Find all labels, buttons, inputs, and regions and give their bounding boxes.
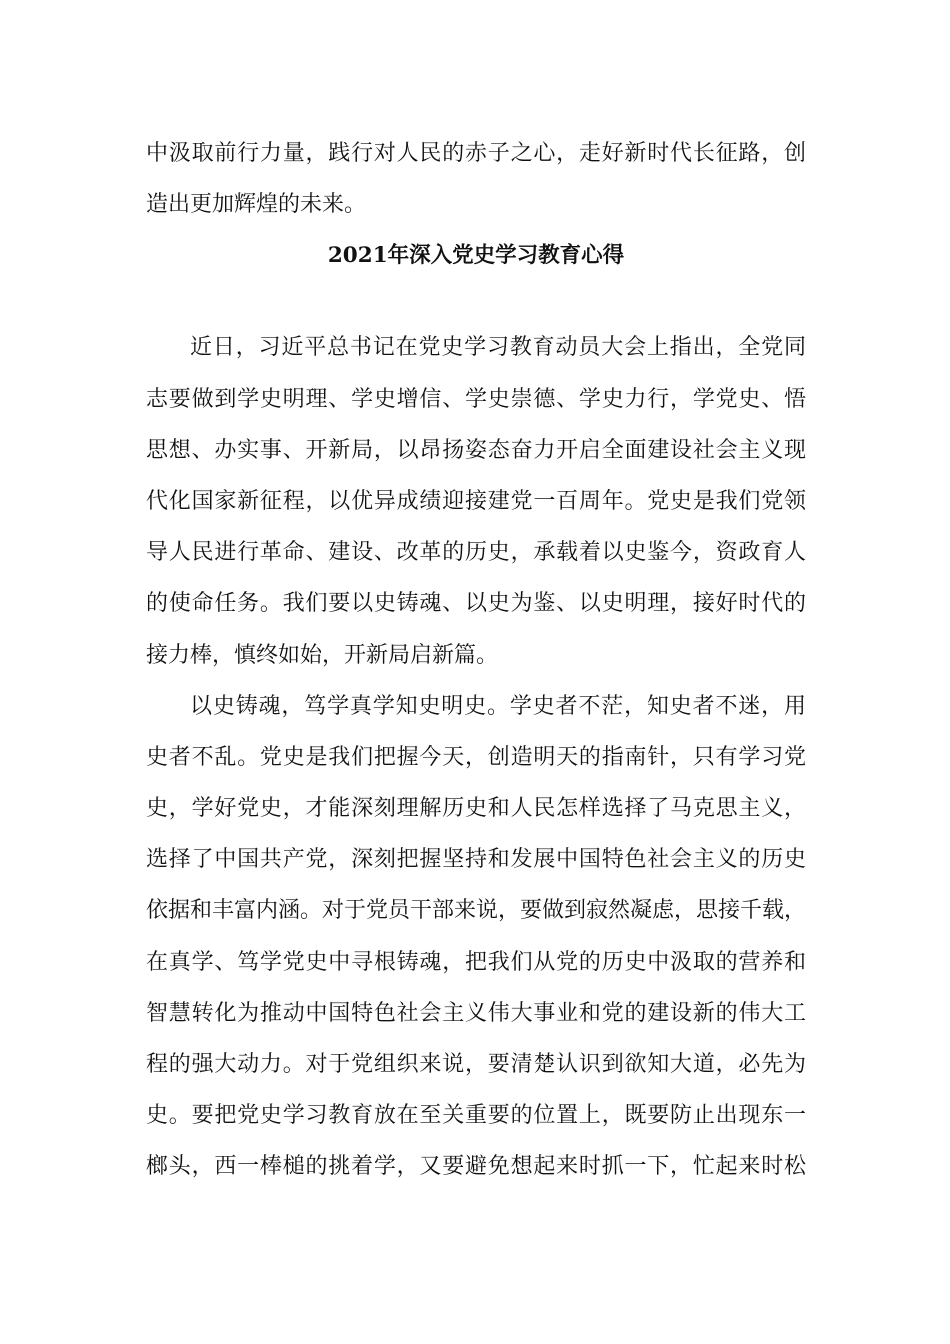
text-line: 智慧转化为推动中国特色社会主义伟大事业和党的建设新的伟大工	[146, 1000, 806, 1026]
text-line: 思想、办实事、开新局，以昂扬姿态奋力开启全面建设社会主义现	[146, 437, 806, 463]
text-line: 代化国家新征程，以优异成绩迎接建党一百周年。党史是我们党领	[146, 488, 806, 514]
text-line: 导人民进行革命、建设、改革的历史，承载着以史鉴今，资政育人	[146, 540, 806, 566]
text-line: 史者不乱。党史是我们把握今天，创造明天的指南针，只有学习党	[146, 744, 806, 770]
text-line: 接力棒，慎终如始，开新局启新篇。	[146, 642, 499, 668]
text-line: 选择了中国共产党，深刻把握坚持和发展中国特色社会主义的历史	[146, 847, 806, 873]
text-line: 在真学、笃学党史中寻根铸魂，把我们从党的历史中汲取的营养和	[146, 949, 806, 975]
text-line: 近日，习近平总书记在党史学习教育动员大会上指出，全党同	[190, 335, 806, 361]
text-line: 史，学好党史，才能深刻理解历史和人民怎样选择了马克思主义，	[146, 796, 806, 822]
text-line: 榔头，西一棒槌的挑着学，又要避免想起来时抓一下，忙起来时松	[146, 1154, 806, 1180]
text-line: 程的强大动力。对于党组织来说，要清楚认识到欲知大道，必先为	[146, 1052, 806, 1077]
text-line: 志要做到学史明理、学史增信、学史崇德、学史力行，学党史、悟	[146, 386, 806, 412]
text-line: 依据和丰富内涵。对于党员干部来说，要做到寂然凝虑，思接千载，	[146, 898, 807, 924]
text-line: 以史铸魂，笃学真学知史明史。学史者不茫，知史者不迷，用	[190, 693, 806, 719]
paragraph-2	[146, 681, 806, 1193]
text-line: 中汲取前行力量，践行对人民的赤子之心，走好新时代长征路，创	[146, 141, 806, 166]
document-page	[146, 128, 806, 1193]
text-line: 的使命任务。我们要以史铸魂、以史为鉴、以史明理，接好时代的	[146, 591, 806, 617]
text-line: 造出更加辉煌的未来。	[146, 192, 367, 218]
text-line: 史。要把党史学习教育放在至关重要的位置上，既要防止出现东一	[146, 1103, 806, 1129]
document-title: 2021年深入党史学习教育心得	[327, 243, 625, 269]
paragraph-1	[146, 322, 806, 680]
intro-paragraph	[146, 128, 806, 230]
